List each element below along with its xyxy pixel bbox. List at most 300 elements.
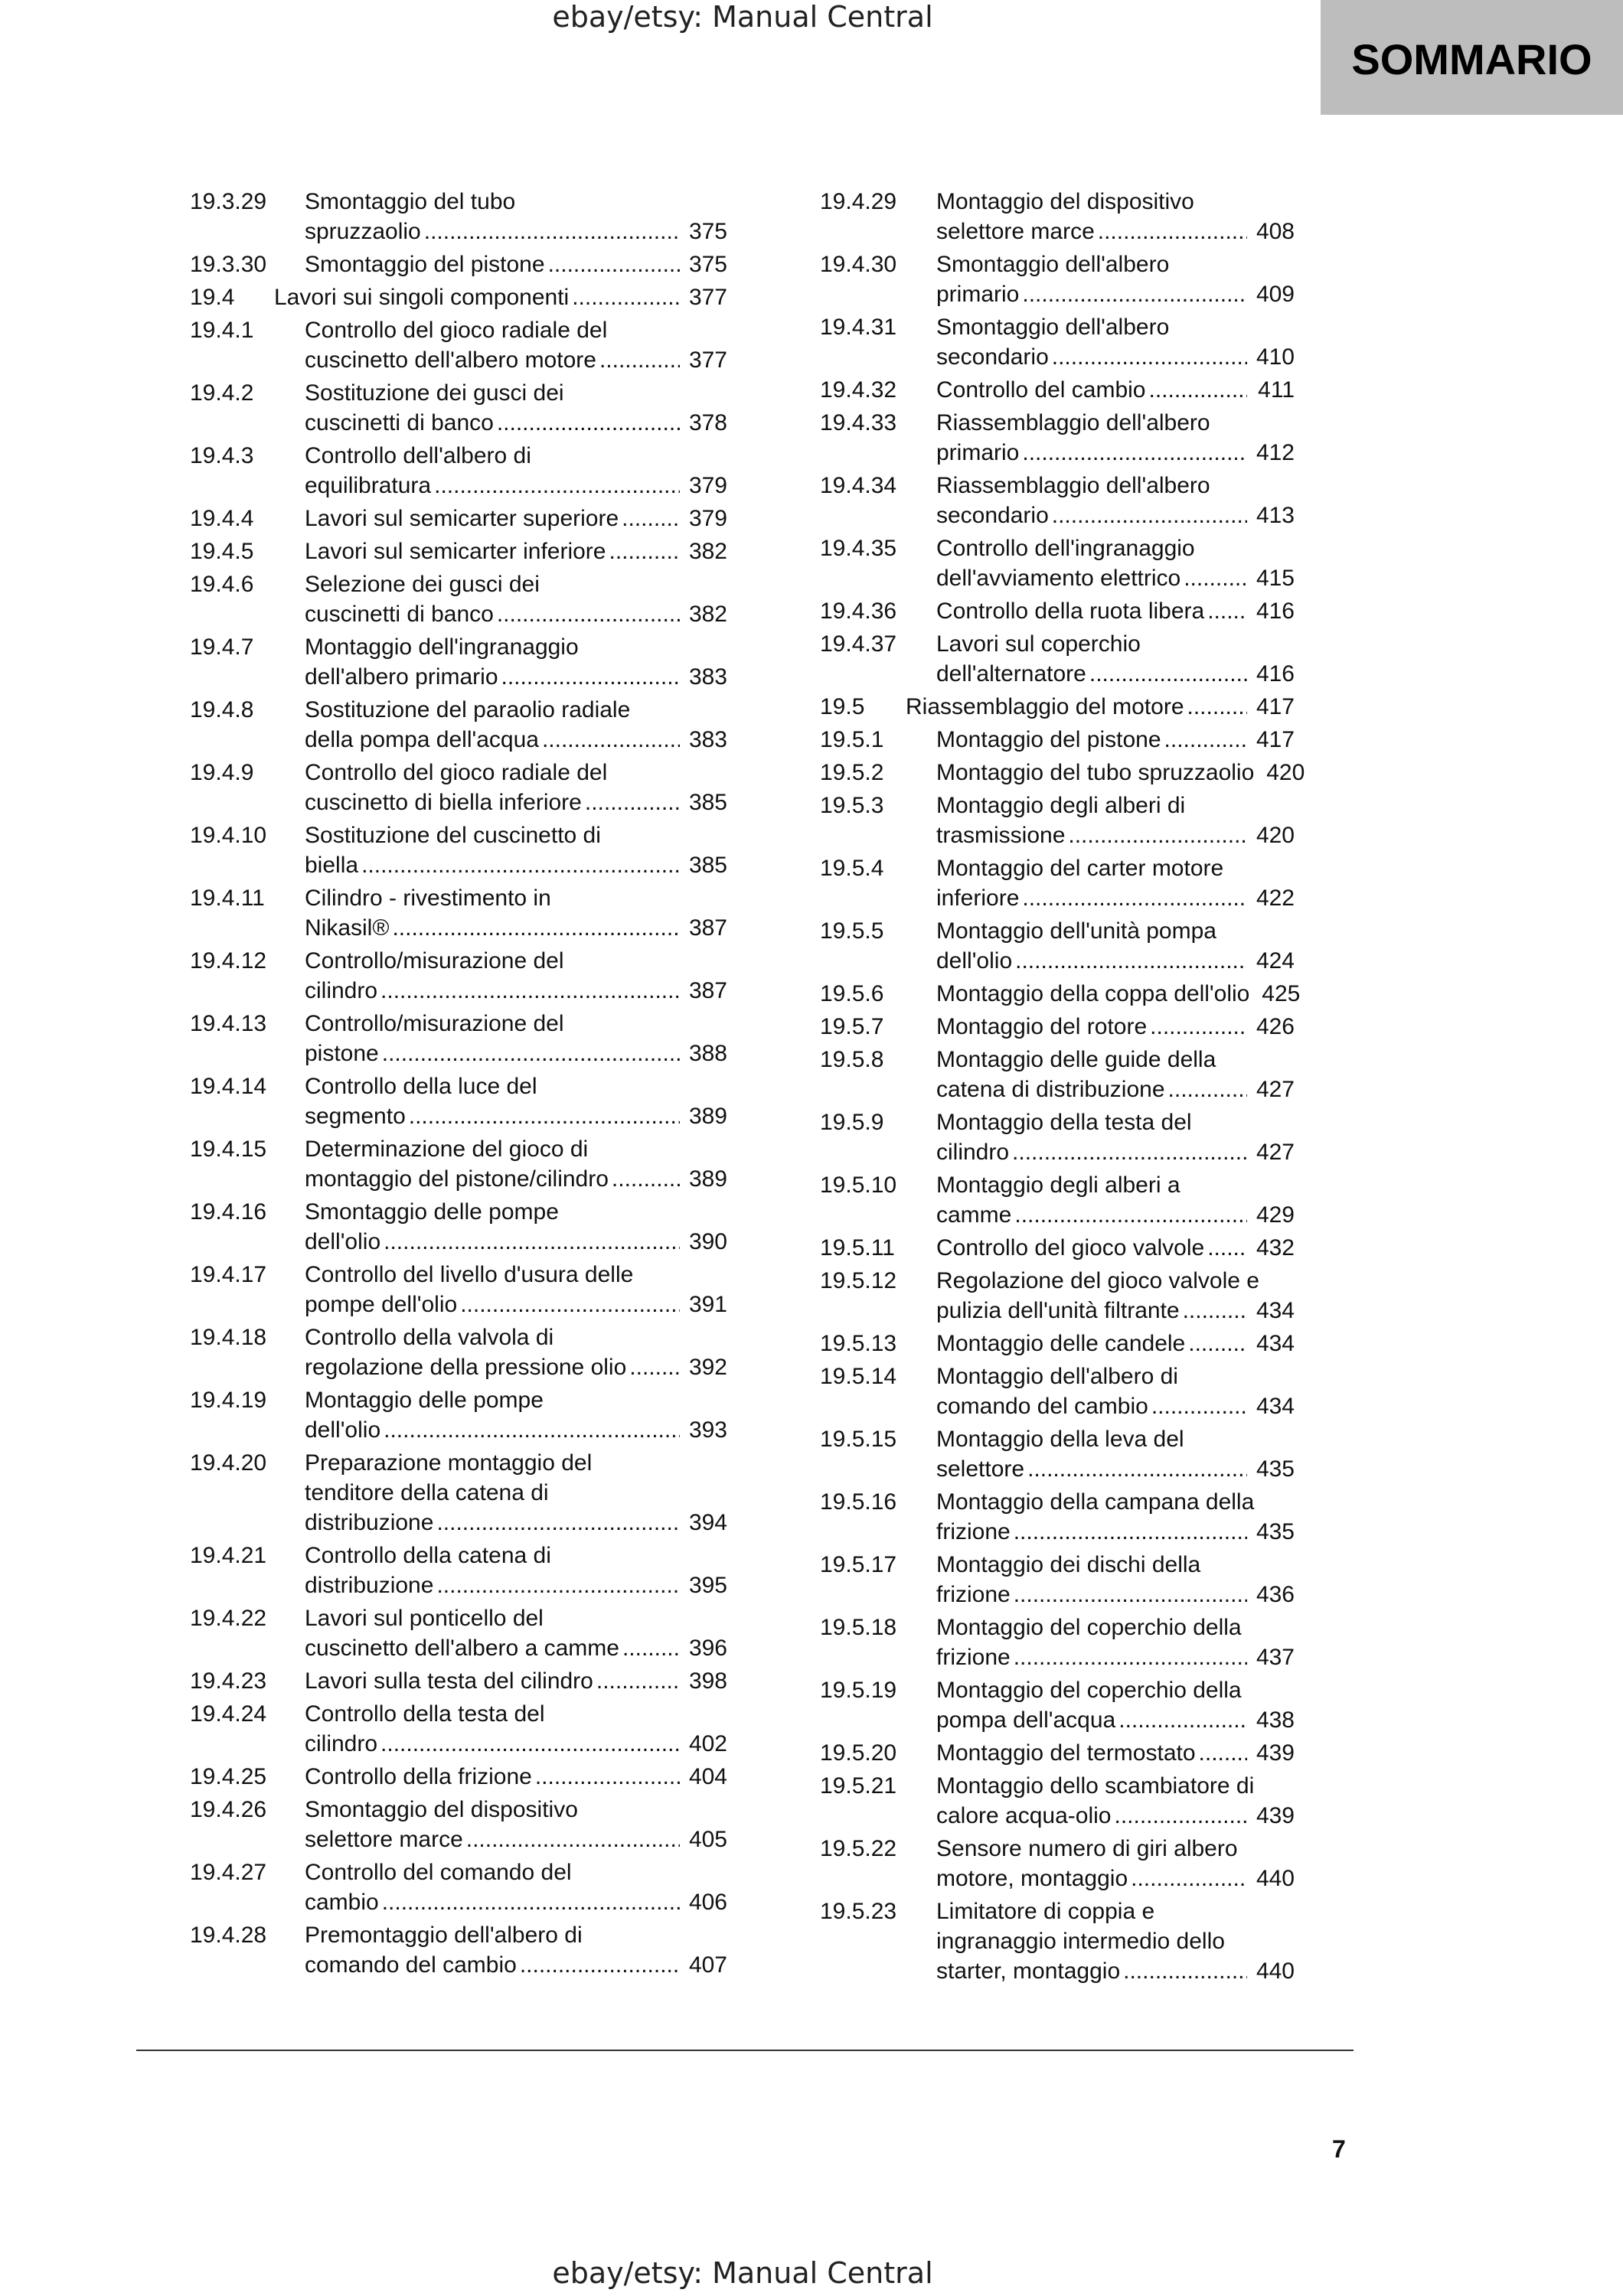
toc-entry-page: 425 <box>1262 981 1301 1006</box>
toc-entry[interactable] <box>820 1896 1295 1986</box>
toc-entry-number: 19.4.28 <box>190 1923 267 1948</box>
toc-entry-title: Selezione dei gusci dei <box>305 572 540 597</box>
toc-leader-dots <box>424 217 680 246</box>
toc-entry-title: Controllo della testa del <box>305 1701 545 1727</box>
toc-entry-page: 377 <box>688 285 727 310</box>
toc-entry[interactable] <box>820 1738 1295 1768</box>
toc-entry-title: Controllo della luce del <box>305 1074 537 1099</box>
toc-entry-page: 440 <box>1256 1866 1295 1891</box>
toc-entry-page: 382 <box>688 602 727 627</box>
toc-entry-page: 398 <box>688 1668 727 1694</box>
toc-entry-title: Controllo del gioco radiale del <box>305 760 608 785</box>
toc-leader-dots <box>1123 1956 1247 1986</box>
toc-leader-dots <box>622 1633 680 1663</box>
toc-entry-title: dell'olio <box>305 1229 381 1254</box>
toc-entry[interactable] <box>820 1045 1295 1104</box>
toc-leader-dots <box>535 1762 680 1792</box>
toc-entry-number: 19.4.7 <box>190 634 254 660</box>
toc-leader-dots <box>1052 501 1247 530</box>
toc-entry[interactable] <box>820 758 1305 788</box>
toc-leader-dots <box>1188 1329 1247 1358</box>
toc-entry-page: 379 <box>688 506 727 531</box>
toc-leader-dots <box>1207 596 1247 626</box>
toc-leader-dots <box>572 282 680 312</box>
toc-entry-title: dell'olio <box>936 948 1013 974</box>
toc-entry-number: 19.5.23 <box>820 1899 897 1924</box>
toc-entry[interactable] <box>190 1541 727 1600</box>
toc-entry[interactable] <box>820 629 1295 689</box>
toc-entry-page: 416 <box>1256 598 1295 624</box>
toc-entry-title: Montaggio dell'ingranaggio <box>305 634 579 660</box>
toc-leader-dots <box>361 850 680 880</box>
toc-entry-number: 19.5.16 <box>820 1489 897 1515</box>
toc-entry-title: dell'alternatore <box>936 661 1086 687</box>
toc-entry-title: Lavori sul semicarter superiore <box>305 506 619 531</box>
toc-entry[interactable] <box>820 1012 1295 1042</box>
toc-entry-title: selettore marce <box>305 1827 463 1852</box>
toc-entry-number: 19.5.12 <box>820 1268 897 1293</box>
toc-entry-title: Sostituzione dei gusci dei <box>305 380 564 406</box>
toc-entry[interactable] <box>820 1487 1295 1547</box>
toc-entry[interactable] <box>190 1857 727 1917</box>
toc-entry-title: della pompa dell'acqua <box>305 727 539 752</box>
toc-entry[interactable] <box>820 596 1295 626</box>
toc-entry-title: Montaggio della coppa dell'olio <box>936 981 1250 1006</box>
toc-entry[interactable] <box>190 1920 727 1980</box>
toc-entry-title: Controllo dell'albero di <box>305 443 531 468</box>
toc-entry-page: 435 <box>1256 1456 1295 1482</box>
toc-entry-title: Montaggio dell'albero di <box>936 1364 1178 1389</box>
toc-entry-title: Montaggio del dispositivo <box>936 189 1194 214</box>
toc-entry-page: 393 <box>688 1417 727 1443</box>
toc-entry-title: comando del cambio <box>305 1952 517 1978</box>
toc-leader-dots <box>1199 1738 1247 1768</box>
toc-entry-title: catena di distribuzione <box>936 1077 1165 1102</box>
toc-entry-title: secondario <box>936 344 1049 370</box>
toc-leader-dots <box>466 1825 680 1854</box>
toc-entry[interactable] <box>820 1613 1295 1672</box>
toc-entry-number: 19.4.4 <box>190 506 254 531</box>
toc-leader-dots <box>382 1039 680 1068</box>
toc-leader-dots <box>380 1729 680 1759</box>
toc-entry-title: Montaggio dei dischi della <box>936 1552 1201 1577</box>
toc-leader-dots <box>460 1290 680 1319</box>
toc-entry-title: Sensore numero di giri albero <box>936 1836 1238 1861</box>
toc-entry-page: 408 <box>1256 219 1295 244</box>
toc-entry-number: 19.4.15 <box>190 1137 267 1162</box>
toc-entry-number: 19.4.32 <box>820 377 897 403</box>
toc-leader-dots <box>497 599 680 629</box>
toc-entry[interactable] <box>190 569 727 629</box>
toc-leader-dots <box>612 1164 680 1194</box>
toc-entry-title: Smontaggio del dispositivo <box>305 1797 578 1822</box>
toc-entry-page: 411 <box>1258 377 1295 403</box>
toc-entry-number: 19.5.13 <box>820 1331 897 1356</box>
toc-entry-title: segmento <box>305 1104 406 1129</box>
toc-entry[interactable] <box>820 375 1295 405</box>
toc-entry-number: 19.5.14 <box>820 1364 897 1389</box>
toc-entry-number: 19.4.34 <box>820 473 897 498</box>
toc-entry[interactable] <box>190 1197 727 1257</box>
toc-entry-title: motore, montaggio <box>936 1866 1128 1891</box>
toc-entry-title: Controllo dell'ingranaggio <box>936 536 1195 561</box>
toc-entry[interactable] <box>820 1170 1295 1230</box>
toc-entry[interactable] <box>820 1107 1295 1167</box>
toc-entry[interactable] <box>820 1266 1295 1326</box>
toc-leader-dots <box>1164 725 1247 755</box>
page-number: 7 <box>1332 2135 1346 2163</box>
toc-entry-number: 19.4.11 <box>190 885 265 911</box>
toc-entry-page: 434 <box>1256 1394 1295 1419</box>
toc-entry-title: Controllo del comando del <box>305 1860 572 1885</box>
toc-entry-title: dell'avviamento elettrico <box>936 566 1181 591</box>
toc-entry[interactable] <box>190 946 727 1006</box>
toc-leader-dots <box>1187 692 1247 722</box>
toc-entry-page: 382 <box>688 539 727 564</box>
toc-entry-title: selettore <box>936 1456 1025 1482</box>
toc-leader-dots <box>436 1508 680 1538</box>
toc-entry[interactable] <box>820 533 1295 593</box>
toc-leader-dots <box>380 976 680 1006</box>
toc-entry-title: frizione <box>936 1582 1011 1607</box>
toc-entry-page: 427 <box>1256 1140 1295 1165</box>
toc-entry-title: Controllo della frizione <box>305 1764 532 1789</box>
toc-entry[interactable] <box>190 1009 727 1068</box>
toc-entry-title: cuscinetto di biella inferiore <box>305 790 582 815</box>
toc-entry-page: 379 <box>688 473 727 498</box>
toc-entry[interactable] <box>190 378 727 438</box>
toc-entry-number: 19.5.2 <box>820 760 884 785</box>
toc-entry-page: 437 <box>1256 1645 1295 1670</box>
toc-entry[interactable] <box>190 820 727 880</box>
toc-entry-title: Lavori sul semicarter inferiore <box>305 539 606 564</box>
toc-entry-number: 19.4.27 <box>190 1860 267 1885</box>
toc-entry-page: 404 <box>688 1764 727 1789</box>
toc-entry-number: 19.5.20 <box>820 1740 897 1766</box>
toc-entry[interactable] <box>190 1385 727 1445</box>
toc-entry-title: camme <box>936 1202 1012 1228</box>
toc-entry-number: 19.5.15 <box>820 1427 897 1452</box>
toc-entry-title: Lavori sulla testa del cilindro <box>305 1668 593 1694</box>
section-tab: SOMMARIO <box>1321 0 1623 115</box>
toc-entry-page: 417 <box>1256 694 1295 719</box>
toc-entry-page: 377 <box>688 347 727 373</box>
toc-entry-title: Smontaggio dell'albero <box>936 315 1170 340</box>
toc-entry-title: cilindro <box>936 1140 1010 1165</box>
toc-entry-page: 375 <box>688 219 727 244</box>
toc-entry-page: 396 <box>688 1636 727 1661</box>
toc-leader-dots <box>1014 1642 1247 1672</box>
toc-entry-page: 438 <box>1256 1707 1295 1733</box>
toc-entry-number: 19.4.12 <box>190 948 267 974</box>
toc-entry[interactable] <box>820 1771 1295 1831</box>
toc-entry-number: 19.4.6 <box>190 572 254 597</box>
toc-leader-dots <box>1114 1801 1247 1831</box>
toc-entry-number: 19.5.21 <box>820 1773 897 1799</box>
toc-entry-number: 19.4.25 <box>190 1764 267 1789</box>
toc-leader-dots <box>1014 1580 1247 1609</box>
toc-entry-title: cuscinetti di banco <box>305 602 494 627</box>
toc-entry-number: 19.5.8 <box>820 1047 884 1072</box>
toc-entry[interactable] <box>190 536 727 566</box>
toc-entry[interactable] <box>190 1134 727 1194</box>
toc-entry[interactable] <box>820 979 1301 1009</box>
toc-entry-title: Controllo del gioco valvole <box>936 1235 1205 1261</box>
toc-entry[interactable] <box>820 1233 1295 1263</box>
toc-entry-number: 19.5.5 <box>820 918 884 944</box>
toc-leader-dots <box>1089 659 1247 689</box>
toc-entry-title: Sostituzione del cuscinetto di <box>305 823 601 848</box>
toc-entry-page: 395 <box>688 1573 727 1598</box>
toc-entry-page: 389 <box>688 1104 727 1129</box>
toc-entry[interactable] <box>190 1699 727 1759</box>
toc-entry[interactable] <box>820 1424 1295 1484</box>
toc-entry[interactable] <box>820 791 1295 850</box>
toc-leader-dots <box>382 1887 680 1917</box>
toc-entry-number: 19.5.19 <box>820 1678 897 1703</box>
toc-entry[interactable] <box>820 1834 1295 1893</box>
toc-entry-page: 383 <box>688 727 727 752</box>
toc-leader-dots <box>1015 946 1247 976</box>
toc-entry-title: Riassemblaggio dell'albero <box>936 410 1210 435</box>
toc-entry-title: Montaggio del coperchio della <box>936 1615 1242 1640</box>
toc-entry-title: Lavori sul ponticello del <box>305 1606 544 1631</box>
toc-entry-page: 387 <box>688 978 727 1003</box>
toc-entry[interactable] <box>820 1362 1295 1421</box>
toc-entry-title: Montaggio degli alberi a <box>936 1172 1181 1198</box>
toc-leader-dots <box>1151 1391 1247 1421</box>
toc-entry-title: Smontaggio del pistone <box>305 252 545 277</box>
toc-entry[interactable] <box>190 282 727 312</box>
toc-leader-dots <box>1012 1137 1247 1167</box>
toc-entry-title: cuscinetti di banco <box>305 410 494 435</box>
toc-entry-page: 407 <box>688 1952 727 1978</box>
toc-entry-page: 426 <box>1256 1014 1295 1039</box>
toc-leader-dots <box>609 536 680 566</box>
toc-entry-title: Montaggio dell'unità pompa <box>936 918 1216 944</box>
toc-entry-title: Montaggio degli alberi di <box>936 793 1186 818</box>
toc-entry[interactable] <box>820 471 1295 530</box>
toc-entry-title: comando del cambio <box>936 1394 1148 1419</box>
toc-entry-number: 19.5.1 <box>820 727 884 752</box>
toc-entry-page: 391 <box>688 1292 727 1317</box>
toc-entry-title: Lavori sui singoli componenti <box>274 285 570 310</box>
toc-entry-title: pulizia dell'unità filtrante <box>936 1298 1180 1323</box>
toc-entry-title: Montaggio della testa del <box>936 1110 1192 1135</box>
toc-entry-title: Smontaggio delle pompe <box>305 1199 559 1225</box>
toc-entry[interactable] <box>190 1795 727 1854</box>
toc-entry[interactable] <box>820 1675 1295 1735</box>
toc-leader-dots <box>384 1415 680 1445</box>
toc-entry-number: 19.4.21 <box>190 1543 267 1568</box>
toc-leader-dots <box>542 725 680 755</box>
toc-entry-page: 434 <box>1256 1298 1295 1323</box>
toc-entry-title: pistone <box>305 1041 379 1066</box>
toc-leader-dots <box>1183 1296 1247 1326</box>
toc-entry-title: secondario <box>936 503 1049 528</box>
toc-entry-title: Controllo della catena di <box>305 1543 551 1568</box>
toc-entry-page: 435 <box>1256 1519 1295 1544</box>
toc-leader-dots <box>1052 342 1247 372</box>
toc-entry-title: Sostituzione del paraolio radiale <box>305 697 631 722</box>
toc-entry-title: Determinazione del gioco di <box>305 1137 589 1162</box>
toc-entry-title: Cilindro - rivestimento in <box>305 885 551 911</box>
toc-entry-title: primario <box>936 440 1020 465</box>
toc-entry-number: 19.5.7 <box>820 1014 884 1039</box>
toc-entry-page: 388 <box>688 1041 727 1066</box>
toc-entry-title: Montaggio del pistone <box>936 727 1161 752</box>
toc-entry-page: 375 <box>688 252 727 277</box>
toc-entry[interactable] <box>820 1550 1295 1609</box>
toc-entry-number: 19.4.14 <box>190 1074 267 1099</box>
toc-entry-title: frizione <box>936 1519 1011 1544</box>
toc-entry-title: Montaggio delle candele <box>936 1331 1186 1356</box>
toc-entry[interactable] <box>820 692 1295 722</box>
toc-entry-page: 387 <box>688 915 727 941</box>
toc-entry[interactable] <box>820 249 1295 309</box>
toc-entry-page: 409 <box>1256 282 1295 307</box>
toc-entry-page: 394 <box>688 1510 727 1535</box>
toc-leader-dots <box>1027 1454 1247 1484</box>
toc-entry-page: 390 <box>688 1229 727 1254</box>
toc-entry-number: 19.3.30 <box>190 252 267 277</box>
toc-entry-number: 19.4.16 <box>190 1199 267 1225</box>
toc-entry-number: 19.4.2 <box>190 380 254 406</box>
toc-entry-title: Controllo della ruota libera <box>936 598 1205 624</box>
toc-entry-title: Controllo del gioco radiale del <box>305 318 608 343</box>
toc-entry-page: 420 <box>1256 823 1295 848</box>
toc-entry[interactable] <box>820 916 1295 976</box>
toc-leader-dots <box>599 345 680 375</box>
toc-entry[interactable] <box>820 1329 1295 1358</box>
toc-leader-dots <box>434 471 680 501</box>
toc-entry[interactable] <box>820 187 1295 246</box>
toc-entry-title: cilindro <box>305 978 378 1003</box>
toc-entry-title: starter, montaggio <box>936 1958 1121 1984</box>
toc-entry-page: 385 <box>688 853 727 878</box>
toc-entry-page: 434 <box>1256 1331 1295 1356</box>
toc-entry-title: dell'albero primario <box>305 664 498 690</box>
toc-entry[interactable] <box>190 1666 727 1696</box>
toc-entry-page: 378 <box>688 410 727 435</box>
toc-entry-title: Nikasil® <box>305 915 390 941</box>
toc-leader-dots <box>1184 563 1247 593</box>
toc-entry-title: cuscinetto dell'albero motore <box>305 347 596 373</box>
toc-leader-dots <box>585 788 680 817</box>
toc-entry-number: 19.5.3 <box>820 793 884 818</box>
toc-entry-title: trasmissione <box>936 823 1066 848</box>
toc-entry-page: 424 <box>1256 948 1295 974</box>
toc-entry-title: biella <box>305 853 359 878</box>
toc-entry[interactable] <box>190 758 727 817</box>
toc-entry[interactable] <box>190 504 727 533</box>
toc-entry-title: Montaggio delle pompe <box>305 1388 544 1413</box>
toc-entry-number: 19.5.4 <box>820 856 884 881</box>
toc-entry-number: 19.5 <box>820 694 865 719</box>
toc-entry-title: pompa dell'acqua <box>936 1707 1116 1733</box>
toc-leader-dots <box>1068 820 1247 850</box>
toc-entry-number: 19.5.9 <box>820 1110 884 1135</box>
toc-entry-page: 440 <box>1256 1958 1295 1984</box>
footer-rule <box>136 2050 1354 2051</box>
toc-right-column <box>820 187 1305 1989</box>
toc-entry-page: 432 <box>1256 1235 1295 1261</box>
toc-entry-title: pompe dell'olio <box>305 1292 458 1317</box>
toc-entry-number: 19.4.17 <box>190 1262 267 1287</box>
toc-leader-dots <box>1131 1864 1247 1893</box>
toc-entry[interactable] <box>820 312 1295 372</box>
toc-leader-dots <box>501 662 680 692</box>
toc-entry-title: Montaggio dello scambiatore di <box>936 1773 1255 1799</box>
toc-entry[interactable] <box>190 1603 727 1663</box>
toc-entry-title: Preparazione montaggio del <box>305 1450 593 1476</box>
toc-entry-number: 19.5.18 <box>820 1615 897 1640</box>
toc-entry[interactable] <box>190 1448 727 1538</box>
toc-entry[interactable] <box>190 695 727 755</box>
toc-entry-number: 19.3.29 <box>190 189 267 214</box>
toc-entry-number: 19.4.18 <box>190 1325 267 1350</box>
toc-entry[interactable] <box>190 187 727 246</box>
toc-leader-dots <box>1150 1012 1247 1042</box>
toc-entry-number: 19.4.19 <box>190 1388 267 1413</box>
toc-entry-title: dell'olio <box>305 1417 381 1443</box>
toc-entry-title: Lavori sul coperchio <box>936 631 1141 657</box>
toc-entry[interactable] <box>820 408 1295 468</box>
toc-entry-title: Montaggio della campana della <box>936 1489 1255 1515</box>
toc-leader-dots <box>596 1666 680 1696</box>
toc-entry-number: 19.4.20 <box>190 1450 267 1476</box>
toc-entry-number: 19.4.29 <box>820 189 897 214</box>
toc-leader-dots <box>1118 1705 1247 1735</box>
toc-entry-title: selettore marce <box>936 219 1095 244</box>
toc-left-column <box>190 187 727 1983</box>
toc-entry[interactable] <box>190 249 727 279</box>
toc-entry-page: 412 <box>1256 440 1295 465</box>
toc-entry-title: Montaggio delle guide della <box>936 1047 1216 1072</box>
toc-entry[interactable] <box>190 1322 727 1382</box>
toc-leader-dots <box>409 1101 680 1131</box>
toc-entry-title: Montaggio del tubo spruzzaolio <box>936 760 1255 785</box>
toc-leader-dots <box>392 913 680 943</box>
toc-entry[interactable] <box>190 1071 727 1131</box>
toc-entry[interactable] <box>190 1762 727 1792</box>
toc-entry-page: 415 <box>1256 566 1295 591</box>
toc-entry[interactable] <box>190 315 727 375</box>
toc-entry-page: 439 <box>1256 1803 1295 1828</box>
toc-entry-title: spruzzaolio <box>305 219 421 244</box>
toc-entry[interactable] <box>820 853 1295 913</box>
toc-entry-title: Controllo/misurazione del <box>305 948 564 974</box>
toc-entry-title: Regolazione del gioco valvole e <box>936 1268 1259 1293</box>
toc-entry[interactable] <box>190 632 727 692</box>
toc-entry[interactable] <box>820 725 1295 755</box>
toc-entry-number: 19.4.35 <box>820 536 897 561</box>
toc-entry-page: 436 <box>1256 1582 1295 1607</box>
toc-entry-title: Montaggio del coperchio della <box>936 1678 1242 1703</box>
toc-entry-number: 19.5.10 <box>820 1172 897 1198</box>
toc-entry-title: ingranaggio intermedio dello <box>936 1929 1225 1954</box>
toc-entry-title: Controllo del cambio <box>936 377 1146 403</box>
toc-entry[interactable] <box>190 883 727 943</box>
toc-leader-dots <box>1022 883 1247 913</box>
toc-entry[interactable] <box>190 441 727 501</box>
toc-entry-title: Montaggio del carter motore <box>936 856 1224 881</box>
toc-entry-title: distribuzione <box>305 1510 434 1535</box>
toc-entry-number: 19.4.24 <box>190 1701 267 1727</box>
toc-entry[interactable] <box>190 1260 727 1319</box>
toc-entry-title: Montaggio del termostato <box>936 1740 1196 1766</box>
toc-entry-number: 19.4.22 <box>190 1606 267 1631</box>
